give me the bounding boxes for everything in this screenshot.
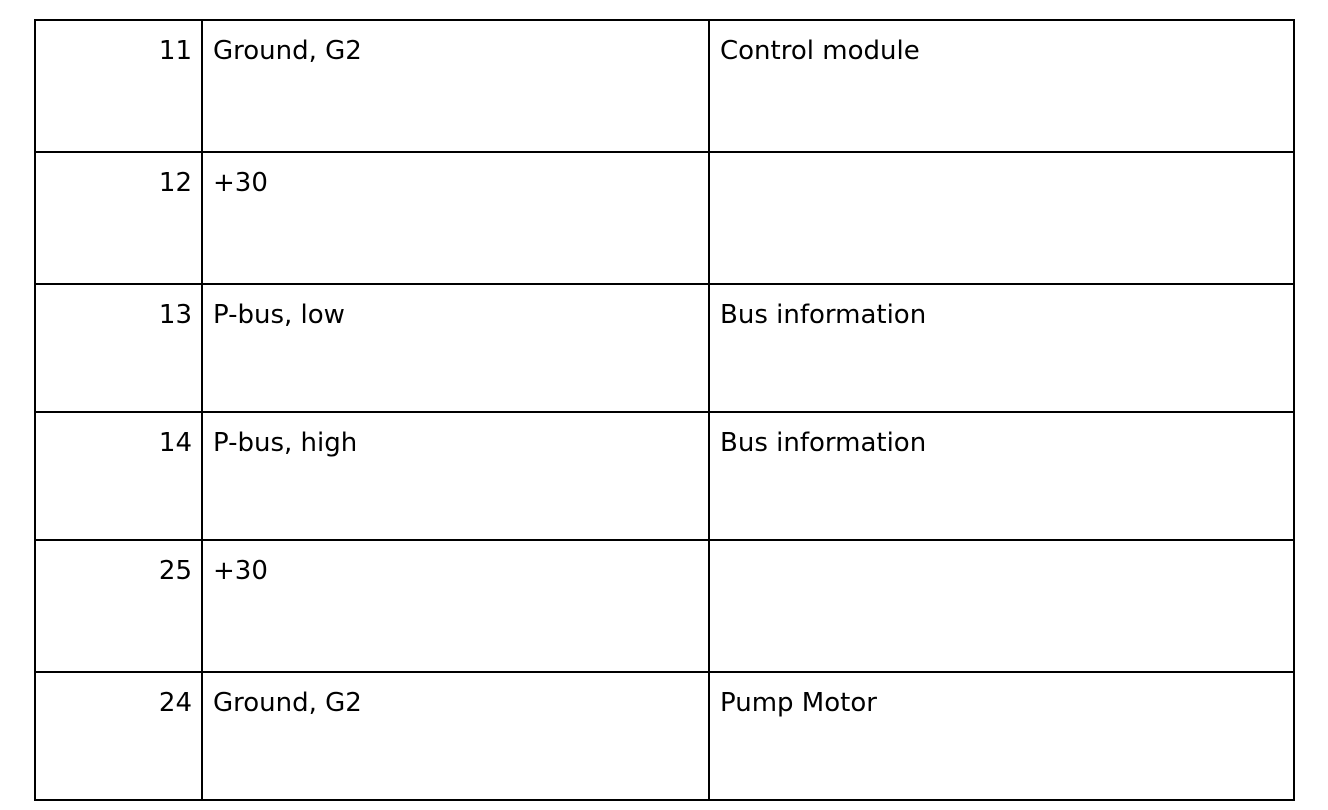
pin-number-cell: 24 — [35, 672, 202, 800]
pin-number-cell: 14 — [35, 412, 202, 540]
table-row — [35, 152, 1294, 284]
destination-cell — [709, 152, 1294, 284]
destination-cell — [709, 540, 1294, 672]
destination-cell: Bus information — [709, 412, 1294, 540]
destination-cell: Bus information — [709, 284, 1294, 412]
pin-number-cell: 25 — [35, 540, 202, 672]
table-row — [35, 672, 1294, 800]
signal-cell: Ground, G2 — [202, 672, 709, 800]
pin-assignment-table — [34, 19, 1295, 801]
signal-cell: +30 — [202, 152, 709, 284]
table-row — [35, 540, 1294, 672]
pin-number-cell: 11 — [35, 20, 202, 152]
destination-cell: Pump Motor — [709, 672, 1294, 800]
signal-cell: Ground, G2 — [202, 20, 709, 152]
table-row — [35, 20, 1294, 152]
destination-cell: Control module — [709, 20, 1294, 152]
pin-number-cell: 13 — [35, 284, 202, 412]
table-row — [35, 284, 1294, 412]
signal-cell: +30 — [202, 540, 709, 672]
signal-cell: P-bus, high — [202, 412, 709, 540]
signal-cell: P-bus, low — [202, 284, 709, 412]
pin-number-cell: 12 — [35, 152, 202, 284]
table-row — [35, 412, 1294, 540]
